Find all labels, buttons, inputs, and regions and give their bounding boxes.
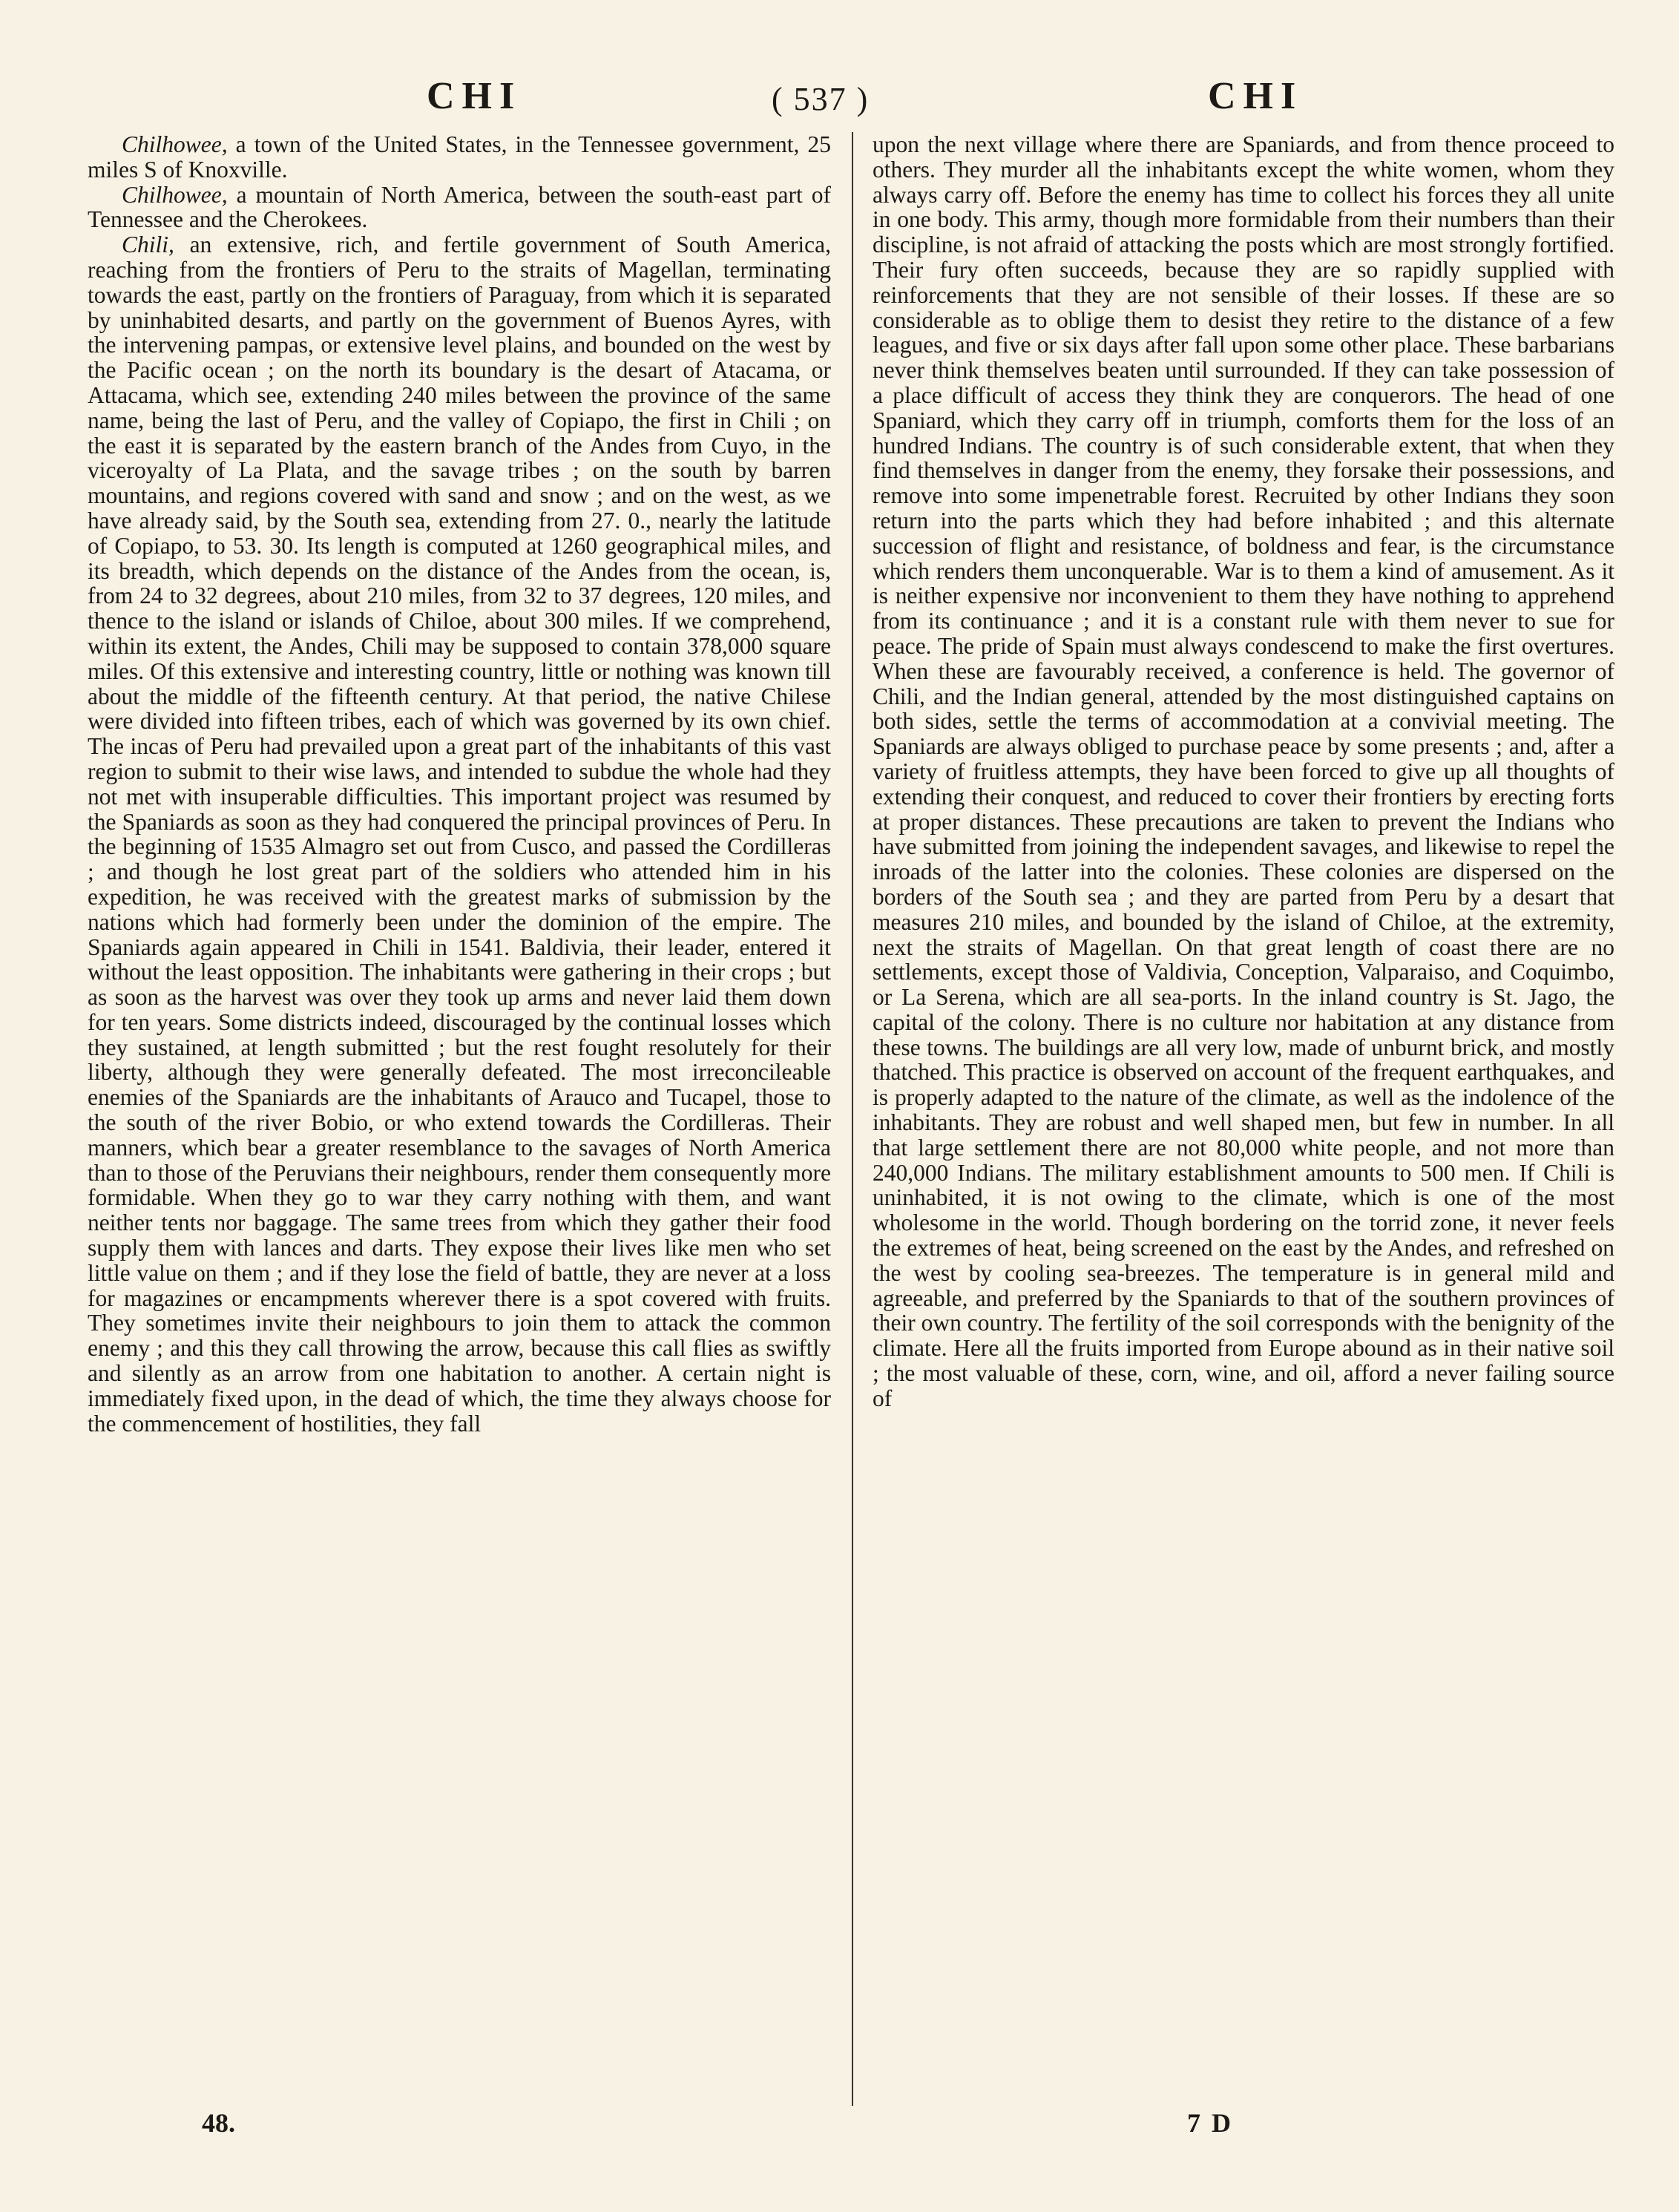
page-number: ( 537 ) [772, 81, 870, 117]
entry-term: Chili, [122, 232, 174, 258]
left-column [88, 132, 831, 1436]
entry-term: Chilhowee, [122, 131, 228, 157]
entry-chili-continued: upon the next village where there are Spaniards, and from thence proceed to others. They murder all the inhabitants except the white women, whom they always carry off. Before the enemy has time to collect his forces they all unite in one body. This army, though more formidable from their numbers than their discipline, is not afraid of attacking the posts which are most strongly fortified. Their fury often succeeds, because they are so rapidly supplied with reinforcements that they are not sensible of their losses. If these are so considerable as to oblige them to desist they retire to the distance of a few leagues, and five or six days after fall upon some other place. These barbarians never think themselves beaten until surrounded. If they can take possession of a place difficult of access they think they are conquerors. The head of one Spaniard, which they carry off in triumph, comforts them for the loss of an hundred Indians. The country is of such considerable extent, that when they find themselves in danger from the enemy, they forsake their possessions, and remove into some impenetrable forest. Recruited by other Indians they soon return into the parts which they had before inhabited ; and this alternate succession of flight and resistance, of boldness and fear, is the circumstance which renders them unconquerable. War is to them a kind of amusement. As it is neither expensive nor inconvenient to them they have nothing to apprehend from its continuance ; and it is a constant rule with them never to sue for peace. The pride of Spain must always condescend to make the first overtures. When these are favourably received, a conference is held. The governor of Chili, and the Indian general, attended by the most distinguished captains on both sides, settle the terms of accommodation at a convivial meeting. The Spaniards are always obliged to purchase peace by some presents ; and, after a variety of fruitless attempts, they have been forced to give up all thoughts of extending their conquest, and reduced to cover their frontiers by erecting forts at proper distances. These precautions are taken to prevent the Indians who have submitted from joining the independent savages, and likewise to repel the inroads of the latter into the colonies. These colonies are dispersed on the borders of the South sea ; and they are parted from Peru by a desart that measures 210 miles, and bounded by the island of Chiloe, at the extremity, next the straits of Magellan. On that great length of coast there are no settlements, except those of Valdivia, Conception, Valparaiso, and Coquimbo, or La Serena, which are all sea-ports. In the inland country is St. Jago, the capital of the colony. There is no culture nor habitation at any distance from these towns. The buildings are all very low, made of unburnt brick, and mostly thatched. This practice is observed on account of the frequent earthquakes, and is properly adapted to the nature of the climate, as well as the indolence of the inhabitants. They are robust and well shaped men, but few in number. In all that large settlement there are not 80,000 white people, and not more than 240,000 Indians. The military establishment amounts to 500 men. If Chili is uninhabited, it is not owing to the climate, which is one of the most wholesome in the world. Though bordering on the torrid zone, it never feels the extremes of heat, being screened on the east by the Andes, and refreshed on the west by cooling sea-breezes. The temperature is in general mild and agreeable, and preferred by the Spaniards to that of the southern provinces of their own country. The fertility of the soil corresponds with the benignity of the climate. Here all the fruits imported from Europe abound as in their native soil ; the most valuable of these, corn, wine, and oil, afford a never failing source of [873, 131, 1614, 1411]
entry-text: a mountain of North America, between the south-east part of Tennessee and the Cherokees. [88, 181, 831, 233]
header-left-catchword: CHI [427, 75, 522, 117]
entry-chilhowee-mountain [88, 183, 831, 233]
column-divider [852, 132, 853, 2106]
entry-text: an extensive, rich, and fertile government of South America, reaching from the frontiers of Peru to the straits of Magellan, terminating towards the east, partly on the frontiers of Paraguay, from which it is separated by uninhabited desarts, and partly on the government of Buenos Ayres, with the intervening pampas, or extensive level plains, and bounded on the west by the Pacific ocean ; on the north its boundary is the desart of Atacama, or Attacama, which see, extending 240 miles between the province of the same name, being the last of Peru, and the valley of Copiapo, the first in Chili ; on the east it is separated by the eastern branch of the Andes from Cuyo, in the viceroyalty of La Plata, and the savage tribes ; on the south by barren mountains, and regions covered with sand and snow ; and on the west, as we have already said, by the South sea, extending from 27. 0., nearly the latitude of Copiapo, to 53. 30. Its length is computed at 1260 geographical miles, and its breadth, which depends on the distance of the Andes from the ocean, is, from 24 to 32 degrees, about 210 miles, from 32 to 37 degrees, 120 miles, and thence to the island or islands of Chiloe, about 300 miles. If we comprehend, within its extent, the Andes, Chili may be supposed to contain 378,000 square miles. Of this extensive and interesting country, little or nothing was known till about the middle of the fifteenth century. At that period, the native Chilese were divided into fifteen tribes, each of which was governed by its own chief. The incas of Peru had prevailed upon a great part of the inhabitants of this vast region to submit to their wise laws, and intended to subdue the whole had they not met with insuperable difficulties. This important project was resumed by the Spaniards as soon as they had conquered the principal provinces of Peru. In the beginning of 1535 Almagro set out from Cusco, and passed the Cordilleras ; and though he lost great part of the soldiers who attended him in his expedition, he was received with the greatest marks of submission by the nations which had formerly been under the dominion of the empire. The Spaniards again appeared in Chili in 1541. Baldivia, their leader, entered it without the least opposition. The inhabitants were gathering in their crops ; but as soon as the harvest was over they took up arms and never laid them down for ten years. Some districts indeed, discouraged by the continual losses which they sustained, at length submitted ; but the rest fought resolutely for their liberty, although they were generally defeated. The most irreconcileable enemies of the Spaniards are the inhabitants of Arauco and Tucapel, those to the south of the river Bobio, or who extend towards the Cordilleras. Their manners, which bear a greater resemblance to the savages of North America than to those of the Peruvians their neighbours, render them consequently more formidable. When they go to war they carry nothing with them, and want neither tents nor baggage. The same trees from which they gather their food supply them with lances and darts. They expose their lives like men who set little value on them ; and if they lose the field of battle, they are never at a loss for magazines or encampments wherever there is a spot covered with fruits. They sometimes invite their neighbours to join them to attack the common enemy ; and this they call throwing the arrow, because this call flies as swiftly and silently as an arrow from one habitation to another. A certain night is immediately fixed upon, in the dead of which, the time they always choose for the commencement of hostilities, they fall [88, 232, 831, 1437]
header-right-catchword: CHI [1208, 75, 1304, 117]
entry-chilhowee-town [88, 132, 831, 183]
running-header [0, 74, 1679, 134]
entry-term: Chilhowee, [122, 181, 228, 208]
entry-chili [88, 232, 831, 1436]
signature-mark: 48. [202, 2108, 235, 2138]
entry-text: a town of the United States, in the Tennessee government, 25 miles S of Knoxville. [88, 131, 831, 183]
right-column [873, 132, 1614, 1411]
catchword-mark: 7 D [1187, 2108, 1233, 2138]
